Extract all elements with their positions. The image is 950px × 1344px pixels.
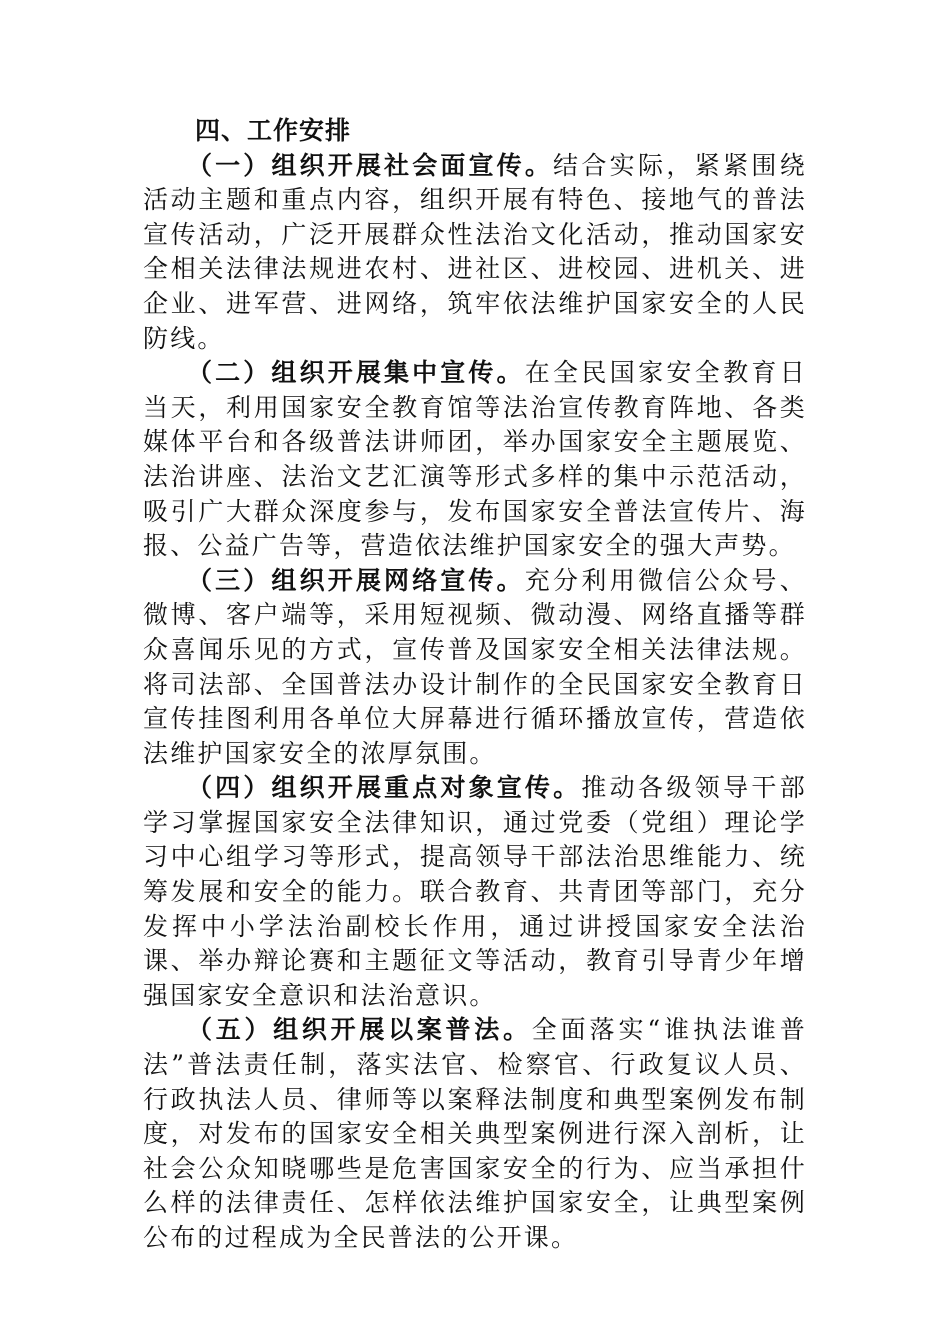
paragraph-online-publicity	[143, 564, 807, 772]
paragraph-text: 结合实际，紧紧围绕活动主题和重点内容，组织开展有特色、接地气的普法宣传活动，广泛开展群众性法治文化活动，推动国家安全相关法律法规进农村、进社区、进校园、进机关、进企业、进军营、进网络，筑牢依法维护国家安全的人民防线。	[143, 150, 807, 353]
paragraph-text: 在全民国家安全教育日当天，利用国家安全教育馆等法治宣传教育阵地、各类媒体平台和各级普法讲师团，举办国家安全主题展览、法治讲座、法治文艺汇演等形式多样的集中示范活动，吸引广大群众深度参与，发布国家安全普法宣传片、海报、公益广告等，营造依法维护国家安全的强大声势。	[143, 358, 807, 561]
paragraph-lead: （二）组织开展集中宣传。	[187, 358, 525, 388]
paragraph-text: 全面落实“谁执法谁普法”普法责任制，落实法官、检察官、行政复议人员、行政执法人员、律师等以案释法制度和典型案例发布制度，对发布的国家安全相关典型案例进行深入剖析，让社会公众知晓哪些是危害国家安全的行为、应当承担什么样的法律责任、怎样依法维护国家安全，让典型案例公布的过程成为全民普法的公开课。	[143, 1015, 807, 1252]
paragraph-key-target-publicity	[143, 771, 807, 1013]
paragraph-centralized-publicity	[143, 356, 807, 564]
paragraph-text: 充分利用微信公众号、微博、客户端等，采用短视频、微动漫、网络直播等群众喜闻乐见的方式，宣传普及国家安全相关法律法规。将司法部、全国普法办设计制作的全民国家安全教育日宣传挂图利用各单位大屏幕进行循环播放宣传，营造依法维护国家安全的浓厚氛围。	[143, 565, 807, 768]
paragraph-social-publicity	[143, 149, 807, 357]
paragraph-lead: （三）组织开展网络宣传。	[187, 565, 525, 595]
paragraph-text: 推动各级领导干部学习掌握国家安全法律知识，通过党委（党组）理论学习中心组学习等形式，提高领导干部法治思维能力、统筹发展和安全的能力。联合教育、共青团等部门，充分发挥中小学法治副校长作用，通过讲授国家安全法治课、举办辩论赛和主题征文等活动，教育引导青少年增强国家安全意识和法治意识。	[143, 773, 807, 1010]
paragraph-case-based-publicity	[143, 1013, 807, 1255]
section-heading: 四、工作安排	[195, 116, 352, 145]
paragraph-lead: （一）组织开展社会面宣传。	[187, 150, 553, 180]
document-body	[143, 114, 807, 1256]
paragraph-lead: （四）组织开展重点对象宣传。	[187, 773, 582, 803]
paragraph-lead: （五）组织开展以案普法。	[187, 1015, 532, 1045]
